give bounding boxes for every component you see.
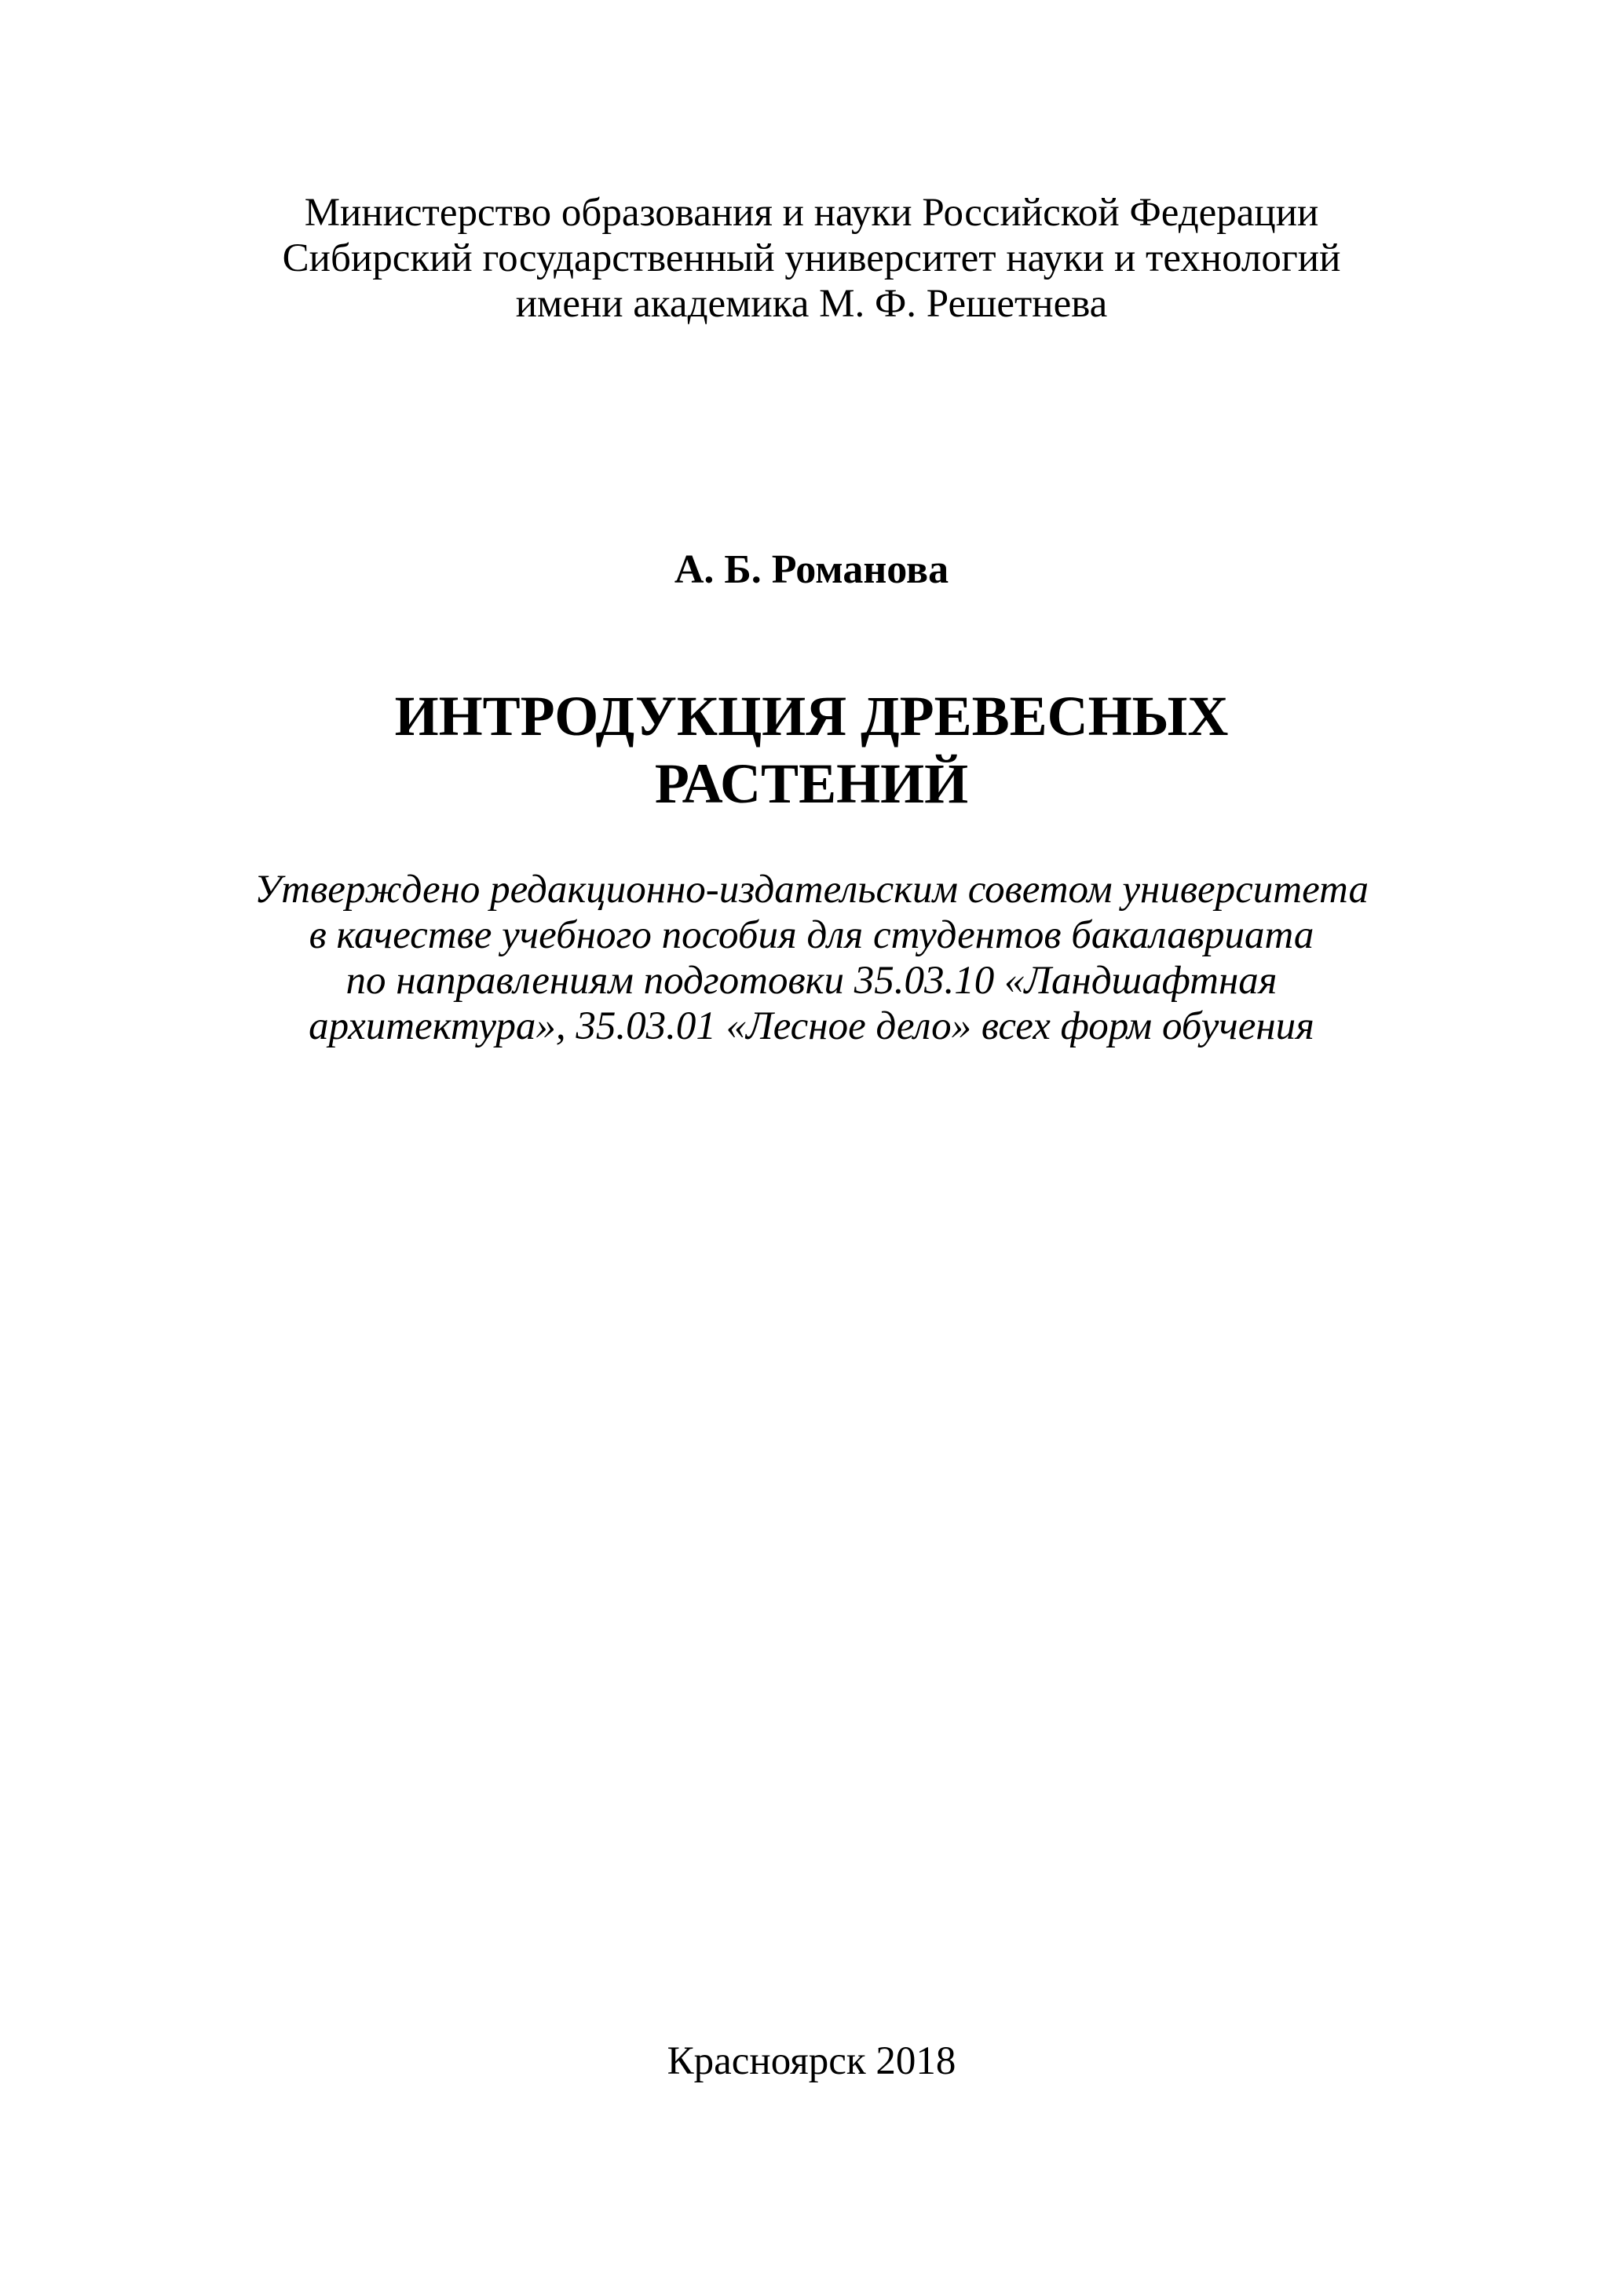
approval-line-3: по направлениям подготовки 35.03.10 «Ландшафтная [345,959,1278,1003]
approval-note [0,867,1623,1049]
institution-header [0,190,1623,327]
approval-line-4: архитектура», 35.03.01 «Лесное дело» всех форм обучения [309,1004,1314,1048]
university-name-line: имени академика М. Ф. Решетнева [515,282,1108,326]
university-line: Сибирский государственный университет науки и технологий [282,236,1341,280]
book-title-line-1: ИНТРОДУКЦИЯ ДРЕВЕСНЫХ [394,685,1229,748]
book-title-line-2: РАСТЕНИЙ [654,752,969,815]
ministry-line: Министерство образования и науки Российской Федерации [304,191,1319,235]
imprint-city-year: Красноярск 2018 [667,2039,956,2083]
approval-line-1: Утверждено редакционно-издательским советом университета [254,868,1369,912]
book-title [0,682,1623,817]
author-name: А. Б. Романова [674,547,949,592]
approval-line-2: в качестве учебного пособия для студентов бакалавриата [309,913,1314,957]
